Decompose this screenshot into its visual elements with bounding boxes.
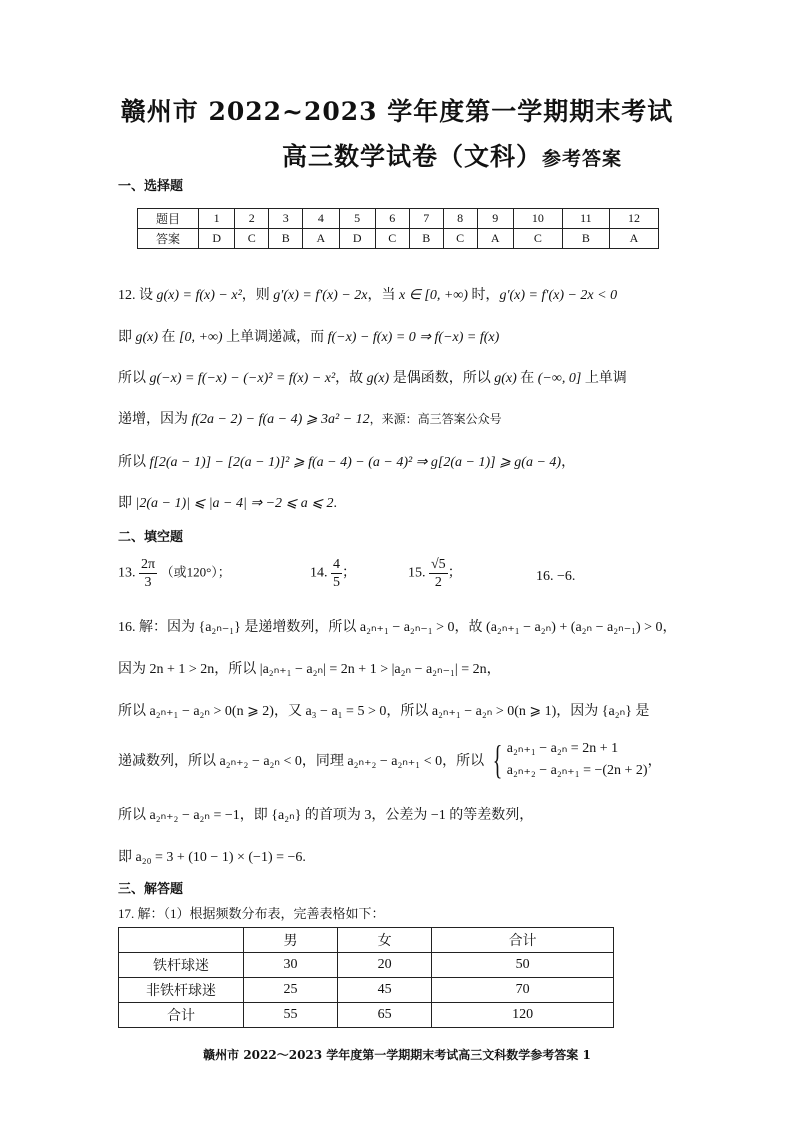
math: f(2a − 2) − f(a − 4) ⩾ 3a² − 12 — [191, 412, 370, 427]
text: ， — [561, 455, 576, 470]
text: 即 — [118, 330, 136, 345]
table-header-cell: 女 — [338, 928, 432, 953]
table-cell: 30 — [244, 953, 338, 978]
text: 所以 — [118, 371, 150, 386]
table-header-cell — [119, 928, 244, 953]
text: ； — [342, 565, 356, 581]
section-heading-choice: 一、选择题 — [118, 179, 184, 194]
math: g(x) — [366, 371, 390, 386]
table-cell: 70 — [432, 978, 614, 1003]
q16-line-6: 即 a₂₀ = 3 + (10 − 1) × (−1) = −6. — [118, 850, 306, 865]
subtitle-suffix: 参考答案 — [542, 148, 623, 170]
answer-cell: C — [513, 229, 562, 249]
answer-cell: C — [443, 229, 477, 249]
q16-line-4 — [118, 738, 662, 782]
math: f[2(a − 1)] − [2(a − 1)]² ⩾ f(a − 4) − (a − 4)² ⇒ g[2(a − 1)] ⩾ g(a − 4) — [149, 455, 562, 470]
answer-row — [138, 229, 659, 249]
table-cell: 非铁杆球迷 — [119, 978, 244, 1003]
question-number: 8 — [443, 209, 477, 229]
table-cell: 合计 — [119, 1003, 244, 1028]
text: 上单调递减，而 — [222, 330, 328, 345]
q12-line-6 — [118, 492, 337, 512]
question-number: 2 — [235, 209, 269, 229]
math: [0, +∞) — [179, 330, 223, 345]
fraction — [429, 556, 448, 591]
answer-cell: A — [477, 229, 513, 249]
source-note: ，来源：高三答案公众号 — [369, 412, 502, 426]
table-cell: 55 — [244, 1003, 338, 1028]
question-number-row — [138, 209, 659, 229]
table-row — [119, 1003, 614, 1028]
text: ，当 — [367, 288, 399, 303]
text: 在 — [516, 371, 538, 386]
section-heading-solve: 三、解答题 — [118, 882, 184, 897]
numerator: √5 — [431, 557, 446, 572]
text: 上单调 — [581, 371, 627, 386]
answer-cell: A — [303, 229, 339, 249]
math: g(x) = f(x) − x² — [156, 288, 242, 303]
page-footer: 赣州市 2022～2023 学年度第一学期期末考试高三文科数学参考答案 1 — [203, 1048, 591, 1062]
denominator: 2 — [434, 575, 442, 590]
q12-line-1 — [118, 284, 617, 304]
note: （或120°）； — [160, 564, 231, 580]
question-number: 1 — [199, 209, 235, 229]
equation: a₂ₙ₊₁ − a₂ₙ = 2n + 1 — [506, 741, 619, 756]
question-number: 10 — [513, 209, 562, 229]
text: 即 — [118, 496, 136, 511]
answer-cell: D — [199, 229, 235, 249]
q12-line-2 — [118, 326, 499, 346]
answer-16: 16. −6. — [536, 569, 576, 584]
answer-cell: C — [375, 229, 409, 249]
row-label-questions: 题目 — [138, 209, 199, 229]
math: g(x) — [494, 371, 517, 386]
table-cell: 120 — [432, 1003, 614, 1028]
text: 是偶函数，所以 — [389, 371, 495, 386]
question-number: 4 — [303, 209, 339, 229]
label: 14. — [310, 565, 328, 581]
table-header-cell: 男 — [244, 928, 338, 953]
numerator: 2π — [141, 557, 156, 572]
text: ， — [647, 754, 662, 769]
question-number: 5 — [339, 209, 375, 229]
math: g(x) — [135, 330, 159, 345]
text: ； — [447, 565, 462, 581]
denominator: 5 — [333, 575, 340, 590]
answer-cell: B — [269, 229, 303, 249]
question-number: 3 — [269, 209, 303, 229]
math: g′(x) = f′(x) − 2x < 0 — [499, 288, 618, 303]
math: g′(x) = f′(x) − 2x — [273, 288, 368, 303]
q12-line-4 — [118, 408, 502, 428]
answer-cell: A — [610, 229, 659, 249]
label: 15. — [408, 565, 426, 581]
row-label-answers: 答案 — [138, 229, 199, 249]
numerator: 4 — [333, 557, 340, 572]
denominator: 3 — [144, 575, 152, 590]
equation-system — [507, 738, 648, 782]
q12-line-3 — [118, 367, 627, 387]
text: 12. 设 — [118, 288, 157, 303]
table-cell: 25 — [244, 978, 338, 1003]
math: x ∈ [0, +∞) — [398, 288, 468, 303]
text: 递增，因为 — [118, 412, 192, 427]
question-number: 9 — [477, 209, 513, 229]
label: 13. — [118, 565, 136, 581]
contingency-table — [118, 927, 614, 1028]
document-subtitle — [282, 137, 622, 173]
answer-cell: B — [562, 229, 609, 249]
q12-line-5 — [118, 451, 575, 471]
table-cell: 65 — [338, 1003, 432, 1028]
math: f(−x) − f(x) = 0 ⇒ f(−x) = f(x) — [327, 330, 500, 345]
question-number: 12 — [610, 209, 659, 229]
document-title: 赣州市 2022~2023 学年度第一学期期末考试 — [120, 97, 674, 126]
table-cell: 铁杆球迷 — [119, 953, 244, 978]
q16-line-1: 16. 解：因为 {a₂ₙ₋₁} 是递增数列，所以 a₂ₙ₊₁ − a₂ₙ₋₁ > 0，故 (a₂ₙ₊₁ − a₂ₙ) + (a₂ₙ − a₂ₙ₋₁) > 0， — [118, 620, 677, 635]
answer-table — [137, 208, 659, 249]
math: g(−x) = f(−x) − (−x)² = f(x) − x² — [149, 371, 336, 386]
answer-cell: B — [409, 229, 443, 249]
left-brace: { — [492, 737, 502, 782]
table-cell: 50 — [432, 953, 614, 978]
table-header-cell: 合计 — [432, 928, 614, 953]
answer-cell: C — [235, 229, 269, 249]
answer-14 — [310, 556, 356, 591]
answer-15 — [408, 556, 462, 591]
answer-cell: D — [339, 229, 375, 249]
math: |2(a − 1)| ⩽ |a − 4| ⇒ −2 ⩽ a ⩽ 2 — [135, 496, 334, 511]
text: 递减数列，所以 a₂ₙ₊₂ − a₂ₙ < 0，同理 a₂ₙ₊₂ − a₂ₙ₊₁ < 0，所以 — [118, 754, 485, 769]
answer-13 — [118, 556, 231, 591]
question-number: 6 — [375, 209, 409, 229]
equation: a₂ₙ₊₂ − a₂ₙ₊₁ = −(2n + 2) — [506, 763, 648, 778]
q16-line-5: 所以 a₂ₙ₊₂ − a₂ₙ = −1，即 {a₂ₙ} 的首项为 3，公差为 −1 的等差数列， — [118, 808, 534, 823]
math: (−∞, 0] — [537, 371, 582, 386]
table-row — [119, 953, 614, 978]
text: . — [333, 496, 337, 511]
table-row — [119, 978, 614, 1003]
q17-intro: 17. 解：（1）根据频数分布表，完善表格如下： — [118, 906, 385, 921]
section-heading-fill: 二、填空题 — [118, 530, 184, 545]
q16-line-3: 所以 a₂ₙ₊₁ − a₂ₙ > 0(n ⩾ 2)，又 a₃ − a₁ = 5 > 0，所以 a₂ₙ₊₁ − a₂ₙ > 0(n ⩾ 1)，因为 {a₂ₙ} 是 — [118, 704, 650, 719]
text: ，故 — [335, 371, 367, 386]
table-cell: 20 — [338, 953, 432, 978]
subtitle-main: 高三数学试卷（文科） — [282, 142, 543, 171]
question-number: 11 — [562, 209, 609, 229]
text: 在 — [158, 330, 180, 345]
table-header-row — [119, 928, 614, 953]
text: ，则 — [241, 288, 274, 303]
fraction — [139, 556, 157, 591]
question-number: 7 — [409, 209, 443, 229]
q16-line-2: 因为 2n + 1 > 2n，所以 |a₂ₙ₊₁ − a₂ₙ| = 2n + 1 > |a₂ₙ − a₂ₙ₋₁| = 2n， — [118, 662, 501, 677]
table-cell: 45 — [338, 978, 432, 1003]
text: 时， — [467, 288, 500, 303]
fraction — [331, 556, 342, 591]
text: 所以 — [118, 455, 150, 470]
